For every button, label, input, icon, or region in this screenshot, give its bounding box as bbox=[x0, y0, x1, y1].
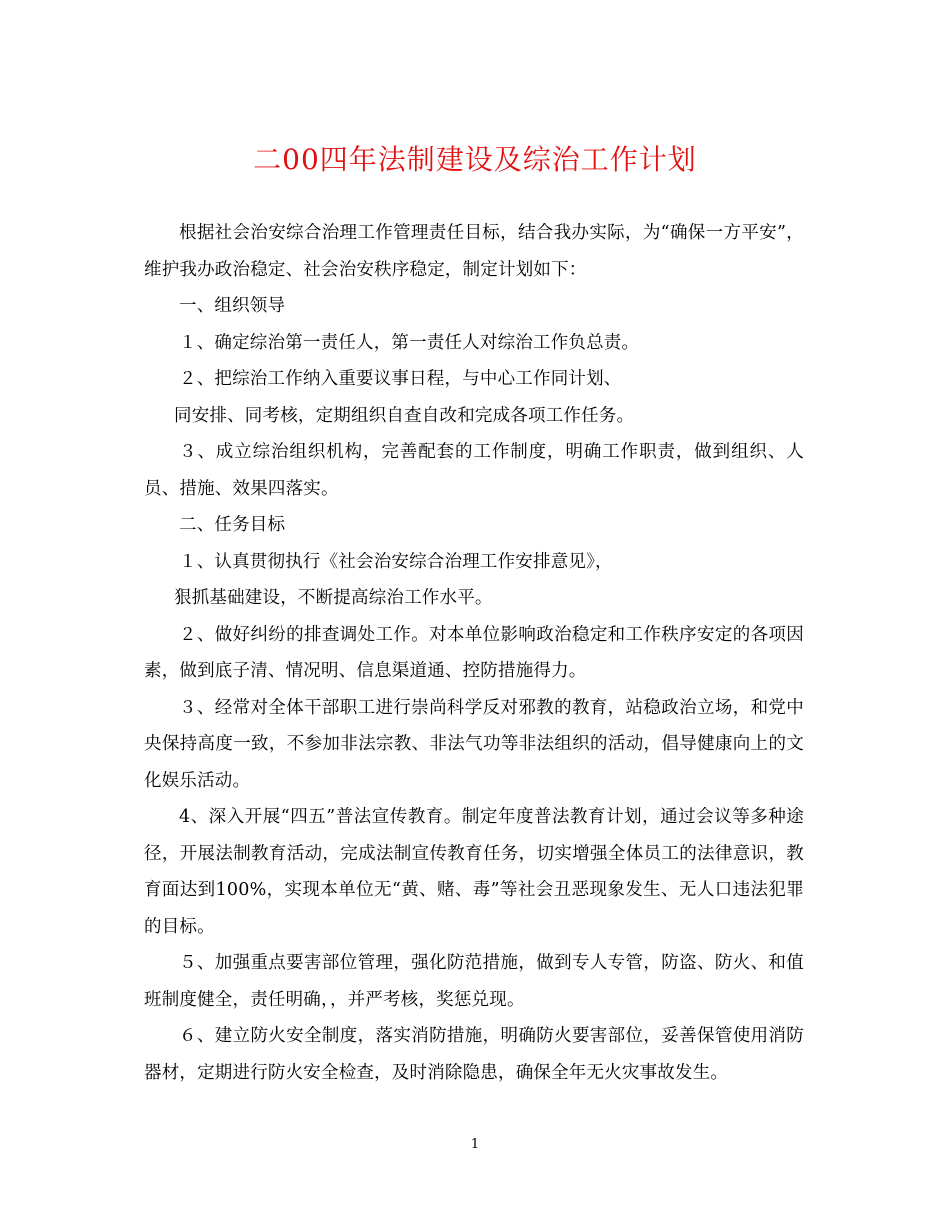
paragraph-item: ３、经常对全体干部职工进行崇尚科学反对邪教的教育，站稳政治立场，和党中央保持高度一致，不参加非法宗教、非法气功等非法组织的活动，倡导健康向上的文化娱乐活动。 bbox=[144, 697, 804, 791]
paragraph-item: ３、成立综治组织机构，完善配套的工作制度，明确工作职责，做到组织、人员、措施、效果四落实。 bbox=[144, 442, 804, 499]
paragraph-intro: 根据社会治安综合治理工作管理责任目标，结合我办实际，为“确保一方平安”，维护我办政治稳定、社会治安秩序稳定，制定计划如下： bbox=[144, 223, 804, 280]
paragraph-continuation: 同安排、同考核，定期组织自查自改和完成各项工作任务。 bbox=[174, 405, 635, 426]
document-body bbox=[144, 215, 804, 1091]
paragraph-item: 4、深入开展“四五”普法宣传教育。制定年度普法教育计划，通过会议等多种途径，开展法制教育活动，完成法制宣传教育任务，切实增强全体员工的法律意识，教育面达到100%，实现本单位无“黄、赌、毒”等社会丑恶现象发生、无人口违法犯罪的目标。 bbox=[144, 807, 804, 937]
page-number: 1 bbox=[470, 1137, 480, 1152]
paragraph-item: １、确定综治第一责任人，第一责任人对综治工作负总责。 bbox=[179, 332, 640, 353]
paragraph-item: ２、把综治工作纳入重要议事日程，与中心工作同计划、 bbox=[179, 369, 622, 389]
paragraph-item: １、认真贯彻执行《社会治安综合治理工作安排意见》， bbox=[179, 551, 613, 572]
document-title: 二00四年法制建设及综治工作计划 bbox=[253, 143, 697, 176]
section-heading-organization: 一、组织领导 bbox=[179, 296, 286, 316]
paragraph-item: ６、建立防火安全制度，落实消防措施，明确防火要害部位，妥善保管使用消防器材，定期进行防火安全检查，及时消除隐患，确保全年无火灾事故发生。 bbox=[144, 1026, 804, 1083]
paragraph-item: ５、加强重点要害部位管理，强化防范措施，做到专人专管，防盗、防火、和值班制度健全，责任明确，，并严考核，奖惩兑现。 bbox=[144, 953, 804, 1010]
section-heading-goals: 二、任务目标 bbox=[179, 515, 286, 535]
paragraph-item: ２、做好纠纷的排查调处工作。对本单位影响政治稳定和工作秩序安定的各项因素，做到底子清、情况明、信息渠道通、控防措施得力。 bbox=[144, 624, 804, 681]
paragraph-continuation: 狠抓基础建设，不断提高综治工作水平。 bbox=[174, 588, 493, 608]
